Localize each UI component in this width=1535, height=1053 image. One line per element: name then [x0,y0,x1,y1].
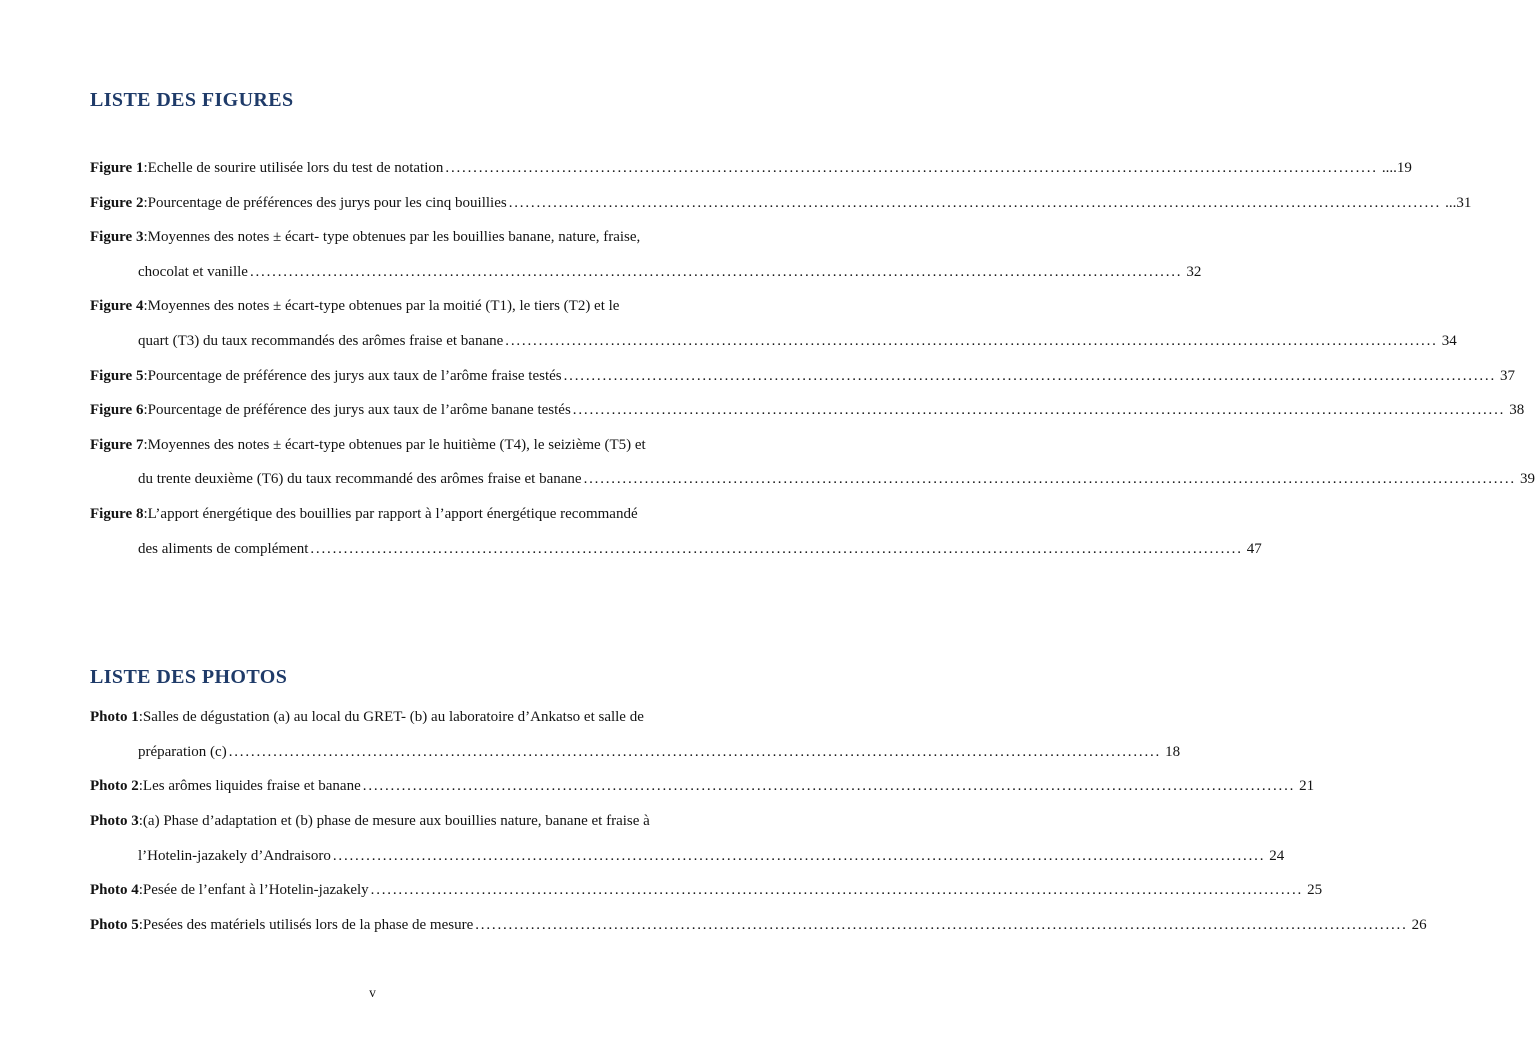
entry-page-number: 21 [1299,778,1315,795]
photos-list [90,700,1427,942]
entry-text: Salles de dégustation (a) au local du GRET- (b) au laboratoire d’Ankatso et salle de [142,709,644,726]
figure-entry-8-line-1 [90,497,684,532]
entry-separator: : [143,505,148,522]
entry-text: L’apport énergétique des bouillies par rapport à l’apport énergétique recommandé [147,505,638,522]
figure-entry-6-line-1 [90,393,1525,428]
photo-entry-1-line-2 [90,735,1181,770]
entry-separator: : [143,194,148,211]
dot-leader [573,393,1505,428]
photo-entry-1-line-1 [90,700,684,735]
entry-separator: : [138,812,143,829]
entry-page-number: 38 [1509,402,1525,419]
entry-separator: : [143,402,148,419]
dot-leader [310,532,1242,567]
entry-label: Figure 8 [90,505,144,522]
entry-label: Photo 1 [90,709,139,726]
entry-text: chocolat et vanille [138,263,248,280]
entry-text: Les arômes liquides fraise et banane [142,778,361,795]
entry-page-number: ...31 [1445,194,1472,211]
entry-label: Photo 2 [90,778,139,795]
entry-page-number: 26 [1411,916,1427,933]
entry-text: Pourcentage de préférence des jurys aux taux de l’arôme fraise testés [147,367,562,384]
entry-label: Figure 5 [90,367,144,384]
entry-separator: : [138,916,143,933]
dot-leader [475,908,1407,943]
photo-entry-2-line-1 [90,769,1315,804]
entry-label: Figure 3 [90,229,144,246]
entry-label: Figure 4 [90,298,144,315]
entry-page-number: 25 [1307,882,1323,899]
dot-leader [509,186,1441,221]
entry-text: Echelle de sourire utilisée lors du test de notation [147,160,444,176]
figure-entry-4-line-2 [90,324,1457,359]
entry-separator: : [143,298,148,315]
dot-leader [445,151,1377,186]
entry-text: du trente deuxième (T6) du taux recommandé des arômes fraise et banane [138,471,582,488]
entry-separator: : [138,778,143,795]
figures-section-heading: LISTE DES FIGURES [90,89,294,111]
dot-leader [371,873,1303,908]
entry-text: quart (T3) du taux recommandés des arômes fraise et banane [138,332,504,349]
entry-text: (a) Phase d’adaptation et (b) phase de mesure aux bouillies nature, banane et fraise à [142,812,650,829]
entry-text: Pourcentage de préférence des jurys aux taux de l’arôme banane testés [147,402,571,419]
entry-text: Pesée de l’enfant à l’Hotelin-jazakely [142,882,369,899]
figure-entry-4-line-1 [90,289,684,324]
entry-page-number: 24 [1269,847,1285,864]
figure-entry-5-line-1 [90,359,1516,394]
entry-page-number: 18 [1165,743,1181,760]
entry-page-number: 37 [1500,367,1516,384]
entry-text: Moyennes des notes ± écart-type obtenues par le huitième (T4), le seizième (T5) et [147,436,646,453]
entry-text: Pesées des matériels utilisés lors de la phase de mesure [142,916,474,933]
dot-leader [505,324,1437,359]
entry-separator: : [138,882,143,899]
entry-page-number: 34 [1441,332,1457,349]
entry-separator: : [143,367,148,384]
entry-page-number: 39 [1519,471,1535,488]
dot-leader [229,735,1161,770]
figure-entry-2-line-1 [90,186,1472,221]
entry-separator: : [143,229,148,246]
entry-text: préparation (c) [138,743,227,760]
entry-label: Photo 4 [90,882,139,899]
dot-leader [250,255,1182,290]
figure-entry-3-line-2 [90,255,1202,290]
entry-text: Pourcentage de préférences des jurys pour les cinq bouillies [147,194,507,211]
entry-text: Moyennes des notes ± écart- type obtenues par les bouillies banane, nature, fraise, [147,229,641,246]
entry-separator: : [138,709,143,726]
entry-separator: : [143,160,148,176]
figures-list [90,151,1535,566]
entry-text: des aliments de complément [138,540,309,557]
entry-label: Figure 7 [90,436,144,453]
photo-entry-4-line-1 [90,873,1323,908]
figure-entry-1-line-1 [90,151,1412,186]
entry-label: Figure 2 [90,194,144,211]
entry-label: Photo 3 [90,812,139,829]
photo-entry-3-line-1 [90,804,684,839]
figure-entry-3-line-1 [90,220,684,255]
dot-leader [363,769,1295,804]
figure-entry-7-line-1 [90,428,684,463]
entry-separator: : [143,436,148,453]
entry-text: Moyennes des notes ± écart-type obtenues par la moitié (T1), le tiers (T2) et le [147,298,620,315]
entry-page-number: ....19 [1381,160,1412,176]
photo-entry-5-line-1 [90,908,1427,943]
figure-entry-7-line-2 [90,462,1535,497]
page-number: v [369,985,376,1000]
photos-section-heading: LISTE DES PHOTOS [90,666,288,689]
dot-leader [564,359,1496,394]
figure-entry-8-line-2 [90,532,1262,567]
entry-label: Figure 6 [90,402,144,419]
entry-page-number: 32 [1186,263,1202,280]
entry-text: l’Hotelin-jazakely d’Andraisoro [138,847,331,864]
dot-leader [584,462,1516,497]
photo-entry-3-line-2 [90,839,1285,874]
entry-label: Photo 5 [90,916,139,933]
entry-label: Figure 1 [90,160,144,176]
entry-page-number: 47 [1246,540,1262,557]
dot-leader [333,839,1265,874]
